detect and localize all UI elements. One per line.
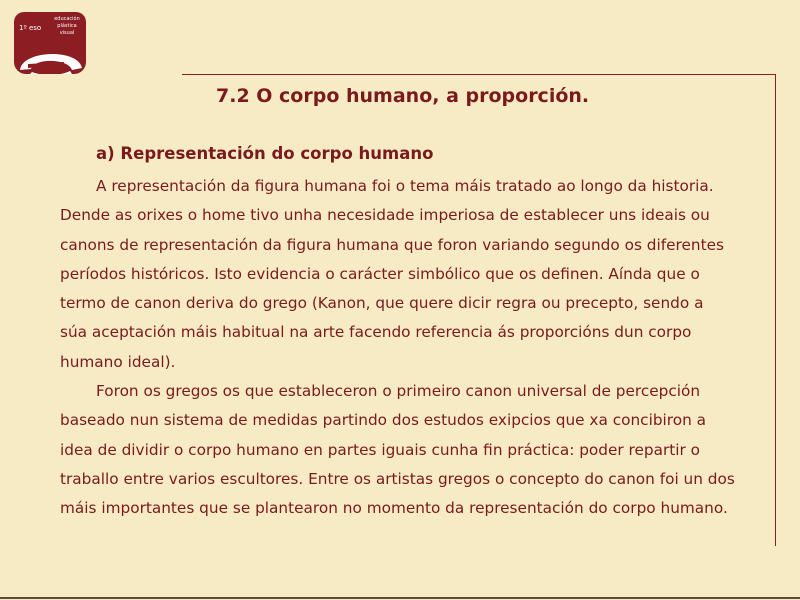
- section-heading: a) Representación do corpo humano: [96, 144, 434, 163]
- page-title: 7.2 O corpo humano, a proporción.: [216, 85, 590, 107]
- body-text: [60, 172, 780, 524]
- text-line: períodos históricos. Isto evidencia o carácter simbólico que os definen. Aínda que o: [60, 264, 700, 283]
- text-line: humano ideal).: [60, 352, 176, 371]
- text-line: baseado nun sistema de medidas partindo dos estudos exipcios que xa concibiron a: [60, 411, 707, 430]
- logo-subject-line: visual: [59, 30, 75, 36]
- footer-rule: [0, 597, 800, 599]
- logo-course-label: 1º eso: [19, 24, 42, 32]
- text-line: termo de canon deriva do grego (Kanon, que quere dicir regra ou precepto, sendo a: [60, 294, 704, 313]
- text-line: A representación da figura humana foi o tema máis tratado ao longo da historia.: [96, 177, 714, 195]
- header-rule: [182, 74, 776, 75]
- text-line: máis importantes que se plantearon no momento da representación do corpo humano.: [60, 499, 728, 518]
- text-line: canons de representación da figura humana que foron variando segundo os diferentes: [60, 235, 724, 254]
- text-line: idea de dividir o corpo humano en partes iguais cunha fin práctica: poder repartir o: [60, 440, 701, 459]
- text-line: súa aceptación máis habitual na arte facendo referencia ás proporcións dun corpo: [60, 323, 692, 342]
- text-line: traballo entre varios escultores. Entre os artistas gregos o concepto do canon foi un dos: [60, 469, 735, 488]
- logo-subject-line: plástica: [57, 23, 77, 29]
- logo: [14, 12, 86, 74]
- text-line: Dende as orixes o home tivo unha necesidade imperiosa de establecer uns ideais ou: [60, 206, 710, 225]
- logo-e-mark-icon: [14, 42, 86, 74]
- logo-subject-label: [50, 16, 84, 37]
- text-line: Foron os gregos os que estableceron o primeiro canon universal de percepción: [96, 382, 701, 401]
- logo-subject-line: educación: [54, 16, 80, 22]
